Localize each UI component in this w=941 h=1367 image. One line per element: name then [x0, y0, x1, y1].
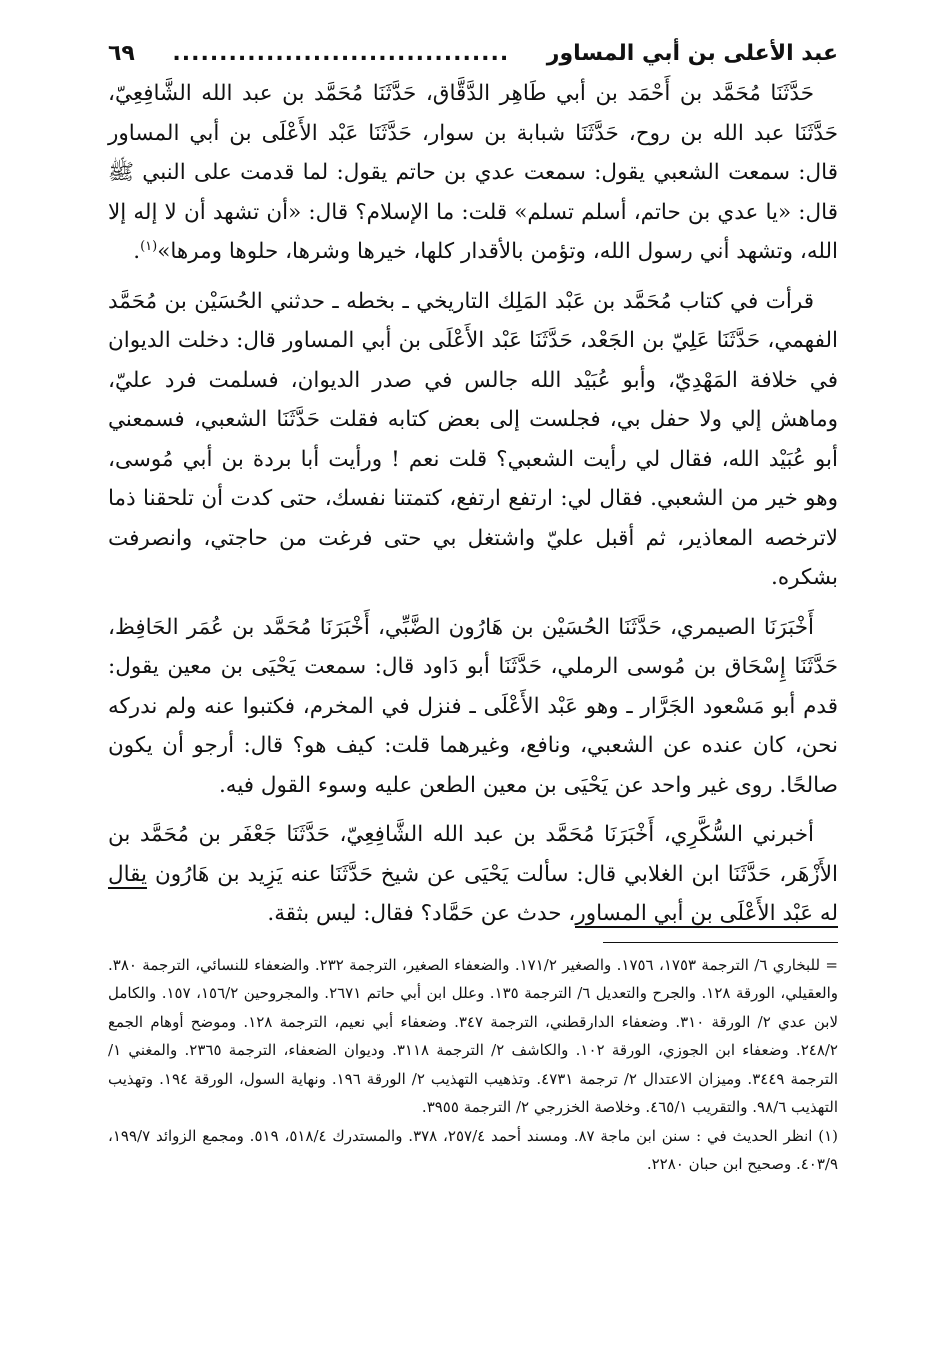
book-page — [108, 34, 838, 1179]
body-text — [108, 74, 838, 934]
paragraph-diwan-story: قرأت في كتاب مُحَمَّد بن عَبْد المَلِك التاريخي ـ بخطه ـ حدثني الحُسَيْن بن مُحَمَّد الفهمي، حَدَّثَنَا عَلِيّ بن الجَعْد، حَدَّثَنَا عَبْد الأَعْلَى بن أبي المساور قال: دخلت الديوان في خلافة المَهْدِيّ، وأبو عُبَيْد الله جالس في صدر الديوان، فسلمت فرد عليّ، وماهش إلي ولا حفل بي، فجلست إلى بعض كتابه فقلت حَدَّثَنَا الشعبي، فسمعني أبو عُبَيْد الله، فقال لي رأيت الشعبي؟ قلت نعم ! ورأيت أبا بردة بن أبي مُوسى، وهو خير من الشعبي. فقال لي: ارتفع ارتفع، كتمتنا نفسك، حتى كدت أن تلحقنا ذما لاترخصه المعاذير، ثم أقبل عليّ واشتغل بي حتى فرغت من حاجتي، وانصرفت بشكره. — [108, 288, 838, 590]
paragraph-ibn-main-opinion: أَخْبَرَنَا الصيمري، حَدَّثَنَا الحُسَيْن بن هَارُون الضَّبِّي، أَخْبَرَنَا مُحَمَّد بن عُمَر الحَافِظ، حَدَّثَنَا إِسْحَاق بن مُوسى الرملي، حَدَّثَنَا أبو دَاود قال: سمعت يَحْيَى بن معين يقول: قدم أبو مَسْعود الجَرَّار ـ وهو عَبْد الأَعْلَى ـ فنزل في المخرم، فكتبوا عنه ولم ندركه نحن، كان عنده عن الشعبي، ونافع، وغيرهما قلت: كيف هو؟ قال: أرجو أن يكون صالحًا. روى غير واحد عن يَحْيَى بن معين الطعن عليه وسوء القول فيه. — [108, 614, 838, 798]
paragraph-1-text: حَدَّثَنَا مُحَمَّد بن أَحْمَد بن أبي طَاهِر الدَّقَّاق، حَدَّثَنَا مُحَمَّد بن عبد الله الشَّافِعِيّ، حَدَّثَنَا عبد الله بن روح، حَدَّثَنَا شبابة بن سوار، حَدَّثَنَا عَبْد الأَعْلَى بن أبي المساور قال: سمعت الشعبي يقول: سمعت عدي بن حاتم يقول: لما قدمت على النبي ﷺ قال: «يا عدي بن حاتم، أسلم تسلم» قلت: ما الإسلام؟ قال: «أن تشهد أن لا إله إلا الله، وتشهد أني رسول الله، وتؤمن بالأقدار كلها، خيرها وشرها، حلوها ومرها» — [108, 81, 838, 264]
paragraph-1-end: . — [133, 239, 141, 264]
page-number: ٦٩ — [108, 41, 135, 66]
running-header — [108, 34, 838, 74]
underlined-phrase: يقال له عَبْد الأَعْلَى بن أبي المساور — [108, 861, 838, 926]
footnote-1: (١) انظر الحديث في : سنن ابن ماجة ٨٧. ومسند أحمد ٢٥٧/٤، ٣٧٨. والمستدرك ٥١٨/٤، ٥١٩. ومجمع الزوائد ١٩٩/٧، ٤٠٣/٩. وصحيح ابن حبان ٢٢٨٠. — [108, 1126, 839, 1173]
footnote-divider — [603, 942, 838, 943]
footnote-reference-1: (١) — [140, 238, 158, 254]
footnotes — [108, 951, 838, 1179]
header-dot-leader: .................................... — [172, 41, 510, 66]
paragraph-hadith-narration — [108, 74, 838, 272]
paragraph-4-start: أخبرني السُّكَّرِي، أَخْبَرَنَا مُحَمَّد بن عبد الله الشَّافِعِيّ، حَدَّثَنَا جَعْفَر بن مُحَمَّد بن الأَزْهَر، حَدَّثَنَا ابن الغلابي قال: سألت يَحْيَى عن شيخ حَدَّثَنَا عنه يَزِيد بن هَارُون — [108, 822, 838, 887]
paragraph-4-end: ، حدث عن حَمَّاد؟ فقال: ليس بثقة. — [267, 901, 576, 926]
footnote-continuation: = للبخاري ٦/ الترجمة ١٧٥٣، ١٧٥٦. والصغير ١٧١/٢. والضعفاء الصغير، الترجمة ٢٣٢. والضعفاء للنسائي، الترجمة ٣٨٠. والعقيلي، الورقة ١٢٨. والجرح والتعديل ٦/ الترجمة ١٣٥. وعلل ابن أبي حاتم ٢٦٧١. والمجروحين ١٥٦/٢، ١٥٧. والكامل لابن عدي ٢/ الورقة ٣١٠. وضعفاء الدارقطني، الترجمة ٣٤٧. وضعفاء أبي نعيم، الترجمة ١٢٨. وموضح أوهام الجمع ٢٤٨/٢. وضعفاء ابن الجوزي، الورقة ١٠٢. والكاشف ٢/ الترجمة ٣١١٨. وديوان الضعفاء، الترجمة ٢٣٦٥. والمغني ١/ الترجمة ٣٤٤٩. وميزان الاعتدال ٢/ ترجمة ٤٧٣١. وتذهيب التهذيب ٢/ الورقة ١٩٦. ونهاية السول، الورقة ١٩٤. وتهذيب التهذيب ٩٨/٦. والتقريب ٤٦٥/١. وخلاصة الخزرجي ٢/ الترجمة ٣٩٥٥. — [108, 955, 838, 1116]
paragraph-ghalabi-report — [108, 815, 838, 934]
header-title: عبد الأعلى بن أبي المساور — [546, 41, 838, 66]
